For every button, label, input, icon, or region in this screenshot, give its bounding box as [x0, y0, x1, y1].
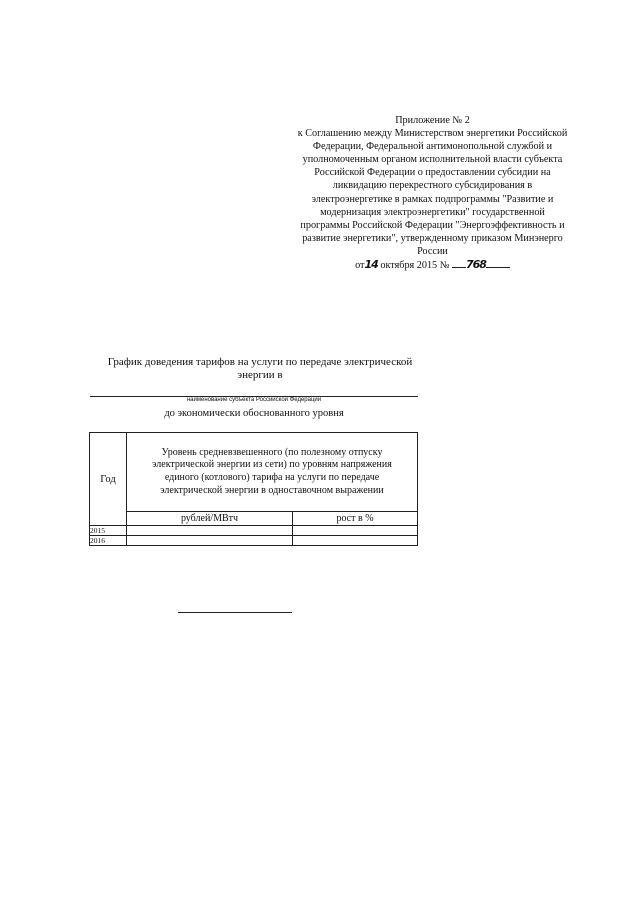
handwritten-order-number: 768	[465, 258, 486, 272]
handwritten-day: 14	[364, 258, 378, 272]
number-blank-right	[486, 267, 510, 268]
title-line-1: График доведения тарифов на услуги по передаче электрической	[107, 356, 413, 368]
appendix-line: уполномоченным органом исполнительной власти субъекта	[302, 154, 563, 166]
appendix-header: Приложение № 2	[395, 115, 470, 126]
header-line: единого (котлового) тарифа на услуги по передаче	[164, 472, 380, 483]
unit-rub-header: рублей/МВтч	[127, 512, 293, 526]
unit-growth-header: рост в %	[293, 512, 418, 526]
header-line: электрической энергии в одноставочном выражении	[160, 484, 384, 496]
appendix-line: модернизация электроэнергетики" государственной	[320, 206, 545, 218]
appendix-line: развитие энергетики", утвержденному приказом Минэнерго	[302, 232, 563, 244]
table-row	[90, 526, 418, 536]
table-header-row	[90, 433, 418, 512]
date-rest: октября 2015 №	[377, 260, 452, 272]
appendix-line: Российской Федерации о предоставлении субсидии на	[314, 167, 551, 179]
header-line: электрической энергии из сети) по уровням напряжения	[152, 459, 392, 471]
growth-value-cell	[293, 526, 418, 536]
date-prefix: от	[355, 260, 365, 272]
subject-caption: наименование субъекта Российской Федерации	[186, 397, 322, 403]
title-line-2: энергии в	[237, 369, 283, 381]
year-cell: 2015	[90, 526, 127, 536]
header-line: Уровень средневзвешенного (по полезному отпуску	[161, 446, 383, 458]
units-row	[90, 512, 418, 526]
year-cell: 2016	[90, 536, 127, 546]
appendix-line: электроэнергетике в рамках подпрограммы "Развитие и	[311, 193, 554, 205]
appendix-line: к Соглашению между Министерством энергетики Российской	[297, 128, 568, 140]
appendix-line: ликвидацию перекрестного субсидирования в	[332, 180, 533, 192]
approval-date-line	[285, 258, 580, 272]
document-title	[100, 356, 420, 382]
year-header: Год	[90, 433, 127, 526]
growth-value-cell	[293, 536, 418, 546]
tariff-level-header	[127, 433, 418, 512]
economic-level-text: до экономически обоснованного уровня	[164, 408, 344, 419]
rub-value-cell	[127, 526, 293, 536]
tariff-table	[89, 432, 418, 546]
number-blank-left	[452, 267, 466, 268]
table-row	[90, 536, 418, 546]
appendix-line: программы Российской Федерации "Энергоэффективность и	[300, 219, 565, 231]
rub-value-cell	[127, 536, 293, 546]
appendix-block	[285, 114, 580, 272]
signature-line	[178, 612, 292, 613]
appendix-line: Федерации, Федеральной антимонопольной службой и	[312, 141, 553, 153]
appendix-line: России	[417, 245, 448, 257]
